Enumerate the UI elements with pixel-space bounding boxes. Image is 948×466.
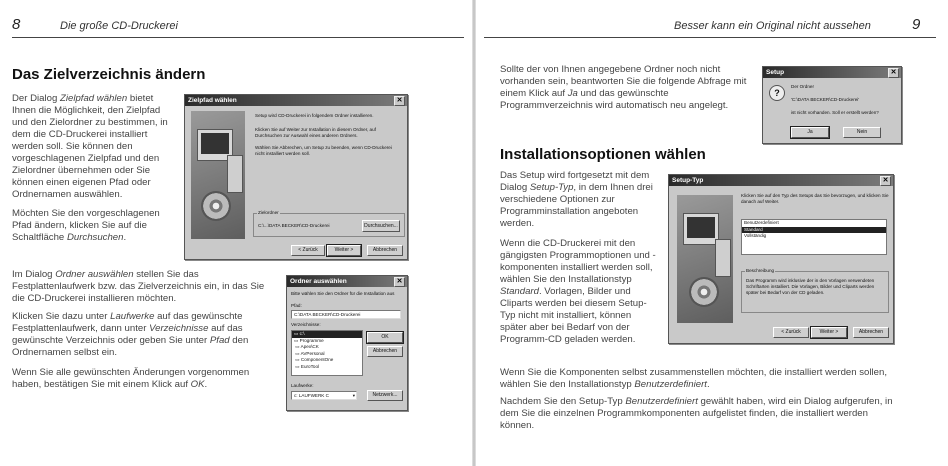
dialog-setup-typ — [668, 174, 894, 344]
close-icon[interactable]: ✕ — [394, 277, 405, 287]
ok-button[interactable]: OK — [367, 332, 403, 343]
monitor-icon — [683, 213, 719, 245]
dialog-text-next-or-browse: Klicken Sie auf Weiter zur Installation in diesem Ordner, auf Durchsuchen zur Auswahl eines anderen Ordners. — [255, 127, 376, 138]
paragraph-bestaetigen: Wenn Sie alle gewünschten Änderungen vorgenommen haben, bestätigen Sie mit einem Klick auf OK. — [12, 367, 250, 390]
page-number-left: 8 — [12, 16, 21, 33]
setup-type-list[interactable] — [741, 219, 887, 255]
next-button[interactable]: Weiter > — [327, 245, 361, 256]
chevron-down-icon: ▾ — [352, 393, 355, 398]
setup-artwork — [677, 195, 733, 323]
dialog-text-install-folder: Setup wird CD-Druckerei in folgendem Ordner installieren. — [255, 113, 374, 118]
paragraph-setup-typ: Das Setup wird fortgesetzt mit dem Dialog Setup-Typ, in dem Ihnen drei verschiedene Optionen zur Programminstallation angeboten werden. — [500, 170, 653, 229]
section-heading-installationsoptionen: Installationsoptionen wählen — [500, 146, 706, 163]
list-item[interactable]: Vollständig — [744, 233, 767, 238]
close-icon[interactable]: ✕ — [880, 176, 891, 186]
zielordner-group — [253, 210, 405, 237]
close-icon[interactable]: ✕ — [888, 68, 899, 78]
list-item[interactable]: ▭ AVPersonal — [294, 350, 325, 356]
setup-text-path: 'C:\DATA BECKER\CD-Druckerei' — [791, 97, 860, 102]
right-page — [474, 0, 948, 466]
directories-label: Verzeichnisse: — [291, 322, 321, 327]
dialog-text-select-folder: Bitte wählen Sie den Ordner für die Installation aus — [291, 291, 395, 296]
header-rule-left — [12, 37, 464, 38]
running-head-left: Die große CD-Druckerei — [60, 20, 178, 32]
list-item[interactable]: ▭ c:\ — [292, 331, 362, 338]
description-label: Beschreibung — [746, 268, 775, 273]
dialog-setup-question — [762, 66, 902, 144]
back-button[interactable]: < Zurück — [291, 245, 325, 256]
dialog-title-bar: Zielpfad wählen ✕ — [185, 95, 407, 106]
setup-text-folder: Der Ordner — [791, 84, 814, 89]
list-item[interactable]: Benutzerdefiniert — [744, 220, 779, 225]
computer-tower-icon — [227, 155, 243, 193]
next-button[interactable]: Weiter > — [811, 327, 847, 338]
zielordner-label: Zielordner — [258, 210, 279, 215]
dialog-zielpfad-waehlen — [184, 94, 408, 260]
cancel-button[interactable]: Abbrechen — [367, 245, 403, 256]
paragraph-benutzerdefiniert: Wenn Sie die Komponenten selbst zusammenstellen möchten, die installiert werden sollen, wählen Sie den Installationstyp Benutzerdefiniert. — [500, 367, 887, 390]
network-button[interactable]: Netzwerk... — [367, 390, 403, 401]
dialog-title-bar: Setup-Typ ✕ — [669, 175, 893, 186]
cancel-button[interactable]: Abbrechen — [367, 346, 403, 357]
header-rule-right — [484, 37, 936, 38]
list-item[interactable]: ▭ EuroTool — [294, 363, 320, 369]
list-item[interactable]: ▭ Programme — [294, 337, 324, 343]
path-label: Pfad: — [291, 303, 302, 308]
browse-button[interactable]: Durchsuchen... — [362, 220, 400, 232]
path-input[interactable]: C:\DATA BECKER\CD-Druckerei — [291, 310, 401, 319]
dialog-title-bar: Setup ✕ — [763, 67, 901, 78]
page-number-right: 9 — [912, 16, 921, 33]
drive-select[interactable]: c: LAUFWERK C ▾ — [291, 391, 357, 400]
question-icon: ? — [769, 85, 785, 101]
paragraph-laufwerke: Klicken Sie dazu unter Laufwerke auf das gewünschte Festplattenlaufwerk, dann unter Verzeichnisse auf das gewünschte Verzeichnis oder geben Sie unter Pfad den Ordnernamen selbst ein. — [12, 311, 249, 358]
paragraph-ordner-erstellen: Sollte der von Ihnen angegebene Ordner noch nicht vorhanden sein, beantworten Sie die folgende Abfrage mit einem Klick auf Ja und das gewünschte Programmverzeichnis wird automatisch neu angelegt. — [500, 64, 747, 111]
paragraph-komponenten: Nachdem Sie den Setup-Typ Benutzerdefiniert gewählt haben, wird ein Dialog aufgerufen, in dem Sie die einzelnen Programmkomponenten aufgelistet finden, die installiert werden können. — [500, 396, 893, 431]
section-heading-zielverzeichnis: Das Zielverzeichnis ändern — [12, 66, 206, 83]
paragraph-ordner-auswaehlen: Im Dialog Ordner auswählen stellen Sie das Festplattenlaufwerk bzw. das Zielverzeichnis ein, in das Sie die CD-Druckerei installieren möchten. — [12, 269, 265, 304]
cd-disc-icon — [201, 191, 231, 221]
list-item[interactable]: ▭ ComponentOne — [294, 357, 334, 362]
list-item[interactable]: ▭ Apex\CK — [294, 344, 319, 349]
back-button[interactable]: < Zurück — [773, 327, 809, 338]
directories-list[interactable] — [291, 330, 363, 376]
setup-text-question: ist nicht vorhanden. Soll er erstellt werden? — [791, 110, 879, 115]
paragraph-durchsuchen: Möchten Sie den vorgeschlagenen Pfad ändern, klicken Sie auf die Schaltfläche Durchsuchen. — [12, 208, 160, 243]
computer-tower-icon — [715, 239, 731, 277]
drives-label: Laufwerke: — [291, 383, 314, 388]
yes-button[interactable]: Ja — [791, 127, 829, 138]
running-head-right: Besser kann ein Original nicht aussehen — [674, 20, 871, 32]
dialog-title-bar: Ordner auswählen ✕ — [287, 276, 407, 287]
close-icon[interactable]: ✕ — [394, 96, 405, 106]
setup-artwork — [191, 111, 245, 239]
paragraph-standard: Wenn die CD-Druckerei mit den gängigsten Programmoptionen und -komponenten installiert werden soll, wählen Sie den Installationstyp Standard. Vorlagen, Bilder und Cliparts werden bei diesem Setup-Typ nicht mit installiert, können später aber bei Bedarf von der Programm-CD geladen werden. — [500, 238, 656, 345]
description-text: Das Programm wird inklusive der in den Vorlagen verwendeten Schriftarten installiert. Die Vorlagen, Bilder und Cliparts werden später bei Bedarf von der CD geladen. — [746, 278, 875, 295]
cd-disc-icon — [689, 277, 719, 307]
description-group — [741, 268, 889, 313]
paragraph-zielpfad-intro: Der Dialog Zielpfad wählen bietet Ihnen die Möglichkeit, den Zielpfad und den Zielordner zu bestimmen, in dem die CD-Druckerei installiert werden soll. Sie können den vorgeschlagenen Zielpfad und den Zielordner übernehmen oder Sie können einen eigenen Pfad oder Ordnernamen auswählen. — [12, 93, 168, 200]
setup-typ-instruction: Klicken Sie auf den Typ des Setups das Sie bevorzugen, und klicken Sie danach auf Weiter. — [741, 193, 889, 204]
dialog-ordner-auswaehlen — [286, 275, 408, 411]
list-item[interactable]: Standard — [742, 227, 886, 234]
dialog-text-cancel-hint: Wählen Sie Abbrechen, um Setup zu beenden, wenn CD-Druckerei nicht installiert werden soll. — [255, 145, 392, 156]
no-button[interactable]: Nein — [843, 127, 881, 138]
cancel-button[interactable]: Abbrechen — [853, 327, 889, 338]
zielordner-path: C:\...\DATA BECKER\CD-Druckerei — [258, 223, 330, 228]
